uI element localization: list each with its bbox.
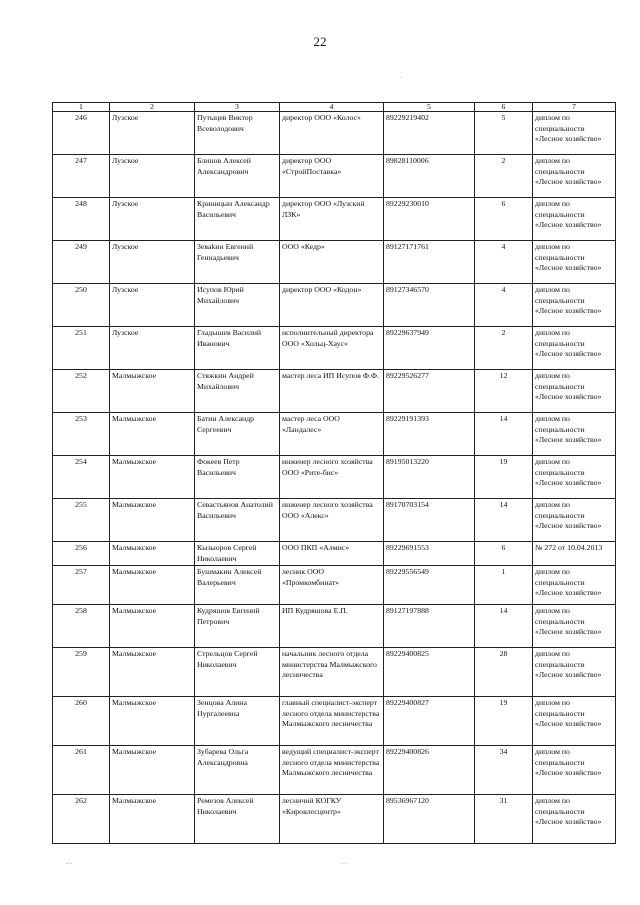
experience-cell: 2 xyxy=(475,327,533,370)
district-cell: Лузское xyxy=(110,241,195,284)
table-row xyxy=(53,370,616,413)
row-number-cell: 248 xyxy=(53,198,110,241)
position-organization-cell: инженер лесного хозяйства ООО «Рите-бис» xyxy=(280,456,384,499)
column-header: 5 xyxy=(384,103,475,112)
position-organization-cell: директор ООО «СтройПоставка» xyxy=(280,155,384,198)
experience-cell: 6 xyxy=(475,542,533,566)
row-number-cell: 257 xyxy=(53,566,110,605)
full-name-cell: Зубарева Ольга Александровна xyxy=(195,746,280,795)
experience-cell: 34 xyxy=(475,746,533,795)
document-cell: диплом по специальности «Лесное хозяйство» xyxy=(533,605,616,648)
table-row xyxy=(53,697,616,746)
table-row xyxy=(53,155,616,198)
phone-cell: 89536967120 xyxy=(384,795,475,844)
full-name-cell: Зенцова Алина Нургалеевна xyxy=(195,697,280,746)
district-cell: Малмыжское xyxy=(110,795,195,844)
phone-cell: 89828110006 xyxy=(384,155,475,198)
document-cell: диплом по специальности «Лесное хозяйство» xyxy=(533,155,616,198)
full-name-cell: Гладышев Василий Иванович xyxy=(195,327,280,370)
table-row xyxy=(53,413,616,456)
experience-cell: 19 xyxy=(475,456,533,499)
full-name-cell: Фокеев Петр Васильевич xyxy=(195,456,280,499)
table-row xyxy=(53,198,616,241)
position-organization-cell: директор ООО «Кодон» xyxy=(280,284,384,327)
district-cell: Малмыжское xyxy=(110,499,195,542)
district-cell: Малмыжское xyxy=(110,648,195,697)
document-cell: диплом по специальности «Лесное хозяйство» xyxy=(533,795,616,844)
position-organization-cell: лесничий КОГКУ «Кировлесцентр» xyxy=(280,795,384,844)
scan-mark: .. . xyxy=(66,860,72,866)
district-cell: Лузское xyxy=(110,327,195,370)
phone-cell: 89229691553 xyxy=(384,542,475,566)
document-cell: диплом по специальности «Лесное хозяйство» xyxy=(533,566,616,605)
row-number-cell: 247 xyxy=(53,155,110,198)
position-organization-cell: ИП Кудряшова Е.П. xyxy=(280,605,384,648)
table-row xyxy=(53,566,616,605)
position-organization-cell: лесник ООО «Промкомбинат» xyxy=(280,566,384,605)
document-cell: диплом по специальности «Лесное хозяйство» xyxy=(533,697,616,746)
row-number-cell: 249 xyxy=(53,241,110,284)
experience-cell: 1 xyxy=(475,566,533,605)
row-number-cell: 261 xyxy=(53,746,110,795)
table-row xyxy=(53,605,616,648)
column-header: 3 xyxy=(195,103,280,112)
row-number-cell: 252 xyxy=(53,370,110,413)
position-organization-cell: начальник лесного отдела министерства Малмыжского лесничества xyxy=(280,648,384,697)
row-number-cell: 256 xyxy=(53,542,110,566)
document-cell: диплом по специальности «Лесное хозяйство» xyxy=(533,112,616,155)
experience-cell: 19 xyxy=(475,697,533,746)
phone-cell: 89170703154 xyxy=(384,499,475,542)
column-header: 7 xyxy=(533,103,616,112)
phone-cell: 89195013220 xyxy=(384,456,475,499)
phone-cell: 89229400826 xyxy=(384,746,475,795)
position-organization-cell: мастер леса ИП Исупов Ф.Ф. xyxy=(280,370,384,413)
position-organization-cell: директор ООО «Лузский ЛЗК» xyxy=(280,198,384,241)
district-cell: Малмыжское xyxy=(110,370,195,413)
table-row xyxy=(53,499,616,542)
district-cell: Малмыжское xyxy=(110,413,195,456)
document-cell: диплом по специальности «Лесное хозяйство» xyxy=(533,456,616,499)
column-header: 6 xyxy=(475,103,533,112)
row-number-cell: 259 xyxy=(53,648,110,697)
position-organization-cell: ООО «Кедр» xyxy=(280,241,384,284)
table-row xyxy=(53,241,616,284)
row-number-cell: 258 xyxy=(53,605,110,648)
phone-cell: 89127171761 xyxy=(384,241,475,284)
specialists-table xyxy=(52,102,616,844)
phone-cell: 89229191393 xyxy=(384,413,475,456)
district-cell: Лузское xyxy=(110,112,195,155)
full-name-cell: Путыцев Виктор Всеволодович xyxy=(195,112,280,155)
full-name-cell: Исупов Юрий Михайлович xyxy=(195,284,280,327)
full-name-cell: Кызыоров Сергей Николаевич xyxy=(195,542,280,566)
phone-cell: 89229556549 xyxy=(384,566,475,605)
experience-cell: 5 xyxy=(475,112,533,155)
column-header: 1 xyxy=(53,103,110,112)
district-cell: Лузское xyxy=(110,155,195,198)
experience-cell: 4 xyxy=(475,284,533,327)
full-name-cell: Батин Александр Сергеевич xyxy=(195,413,280,456)
full-name-cell: Кудряшов Евгений Петрович xyxy=(195,605,280,648)
table-row xyxy=(53,284,616,327)
phone-cell: 89229400827 xyxy=(384,697,475,746)
district-cell: Лузское xyxy=(110,284,195,327)
district-cell: Малмыжское xyxy=(110,566,195,605)
row-number-cell: 260 xyxy=(53,697,110,746)
table-body xyxy=(53,112,616,844)
full-name-cell: Стяжкин Андрей Михайлович xyxy=(195,370,280,413)
experience-cell: 6 xyxy=(475,198,533,241)
row-number-cell: 254 xyxy=(53,456,110,499)
full-name-cell: Севастьянов Анатолий Васильевич xyxy=(195,499,280,542)
document-cell: диплом по специальности «Лесное хозяйство» xyxy=(533,241,616,284)
district-cell: Малмыжское xyxy=(110,456,195,499)
experience-cell: 14 xyxy=(475,413,533,456)
full-name-cell: Криницын Александр Васильевич xyxy=(195,198,280,241)
district-cell: Малмыжское xyxy=(110,605,195,648)
document-cell: диплом по специальности «Лесное хозяйство» xyxy=(533,499,616,542)
column-header: 4 xyxy=(280,103,384,112)
row-number-cell: 246 xyxy=(53,112,110,155)
phone-cell: 89229230010 xyxy=(384,198,475,241)
document-cell: диплом по специальности «Лесное хозяйство» xyxy=(533,413,616,456)
phone-cell: 89229219402 xyxy=(384,112,475,155)
table-row xyxy=(53,648,616,697)
scan-speck: . xyxy=(400,72,402,80)
page-number: 22 xyxy=(313,34,327,49)
table-row xyxy=(53,112,616,155)
table-row xyxy=(53,327,616,370)
position-organization-cell: директор ООО «Колос» xyxy=(280,112,384,155)
table-row xyxy=(53,542,616,566)
table-row xyxy=(53,795,616,844)
table-row xyxy=(53,746,616,795)
district-cell: Лузское xyxy=(110,198,195,241)
phone-cell: 89229637949 xyxy=(384,327,475,370)
district-cell: Малмыжское xyxy=(110,746,195,795)
document-cell: диплом по специальности «Лесное хозяйство» xyxy=(533,370,616,413)
document-cell: диплом по специальности «Лесное хозяйство» xyxy=(533,746,616,795)
scan-mark: . . xyxy=(342,860,347,866)
table-row xyxy=(53,456,616,499)
document-cell: диплом по специальности «Лесное хозяйство» xyxy=(533,648,616,697)
row-number-cell: 251 xyxy=(53,327,110,370)
document-cell: диплом по специальности «Лесное хозяйство» xyxy=(533,327,616,370)
district-cell: Малмыжское xyxy=(110,697,195,746)
column-header: 2 xyxy=(110,103,195,112)
position-organization-cell: главный специалист-эксперт лесного отдела министерства Малмыжского лесничества xyxy=(280,697,384,746)
row-number-cell: 250 xyxy=(53,284,110,327)
position-organization-cell: ведущий специалист-эксперт лесного отдела министерства Малмыжского лесничества xyxy=(280,746,384,795)
row-number-cell: 255 xyxy=(53,499,110,542)
experience-cell: 2 xyxy=(475,155,533,198)
row-number-cell: 262 xyxy=(53,795,110,844)
experience-cell: 14 xyxy=(475,605,533,648)
phone-cell: 89229526277 xyxy=(384,370,475,413)
table-header-row xyxy=(53,103,616,112)
position-organization-cell: мастер леса ООО «Ландалес» xyxy=(280,413,384,456)
full-name-cell: Стрельцов Сергей Николаевич xyxy=(195,648,280,697)
position-organization-cell: ООО ПКП «Алмис» xyxy=(280,542,384,566)
full-name-cell: Блинов Алексей Александрович xyxy=(195,155,280,198)
district-cell: Малмыжское xyxy=(110,542,195,566)
phone-cell: 89127197888 xyxy=(384,605,475,648)
experience-cell: 12 xyxy=(475,370,533,413)
position-organization-cell: исполнительный директора ООО «Хольц-Хаус» xyxy=(280,327,384,370)
document-cell: диплом по специальности «Лесное хозяйство» xyxy=(533,284,616,327)
full-name-cell: Бушмакин Алексей Валерьевич xyxy=(195,566,280,605)
experience-cell: 31 xyxy=(475,795,533,844)
row-number-cell: 253 xyxy=(53,413,110,456)
experience-cell: 28 xyxy=(475,648,533,697)
position-organization-cell: инженер лесного хозяйства ООО «Алекс» xyxy=(280,499,384,542)
experience-cell: 4 xyxy=(475,241,533,284)
full-name-cell: Зеваkин Евгений Геннадьевич xyxy=(195,241,280,284)
document-cell: № 272 от 10.04.2013 xyxy=(533,542,616,566)
phone-cell: 89229400825 xyxy=(384,648,475,697)
experience-cell: 14 xyxy=(475,499,533,542)
phone-cell: 89127346570 xyxy=(384,284,475,327)
document-cell: диплом по специальности «Лесное хозяйство» xyxy=(533,198,616,241)
full-name-cell: Ремезов Алексей Николаевич xyxy=(195,795,280,844)
